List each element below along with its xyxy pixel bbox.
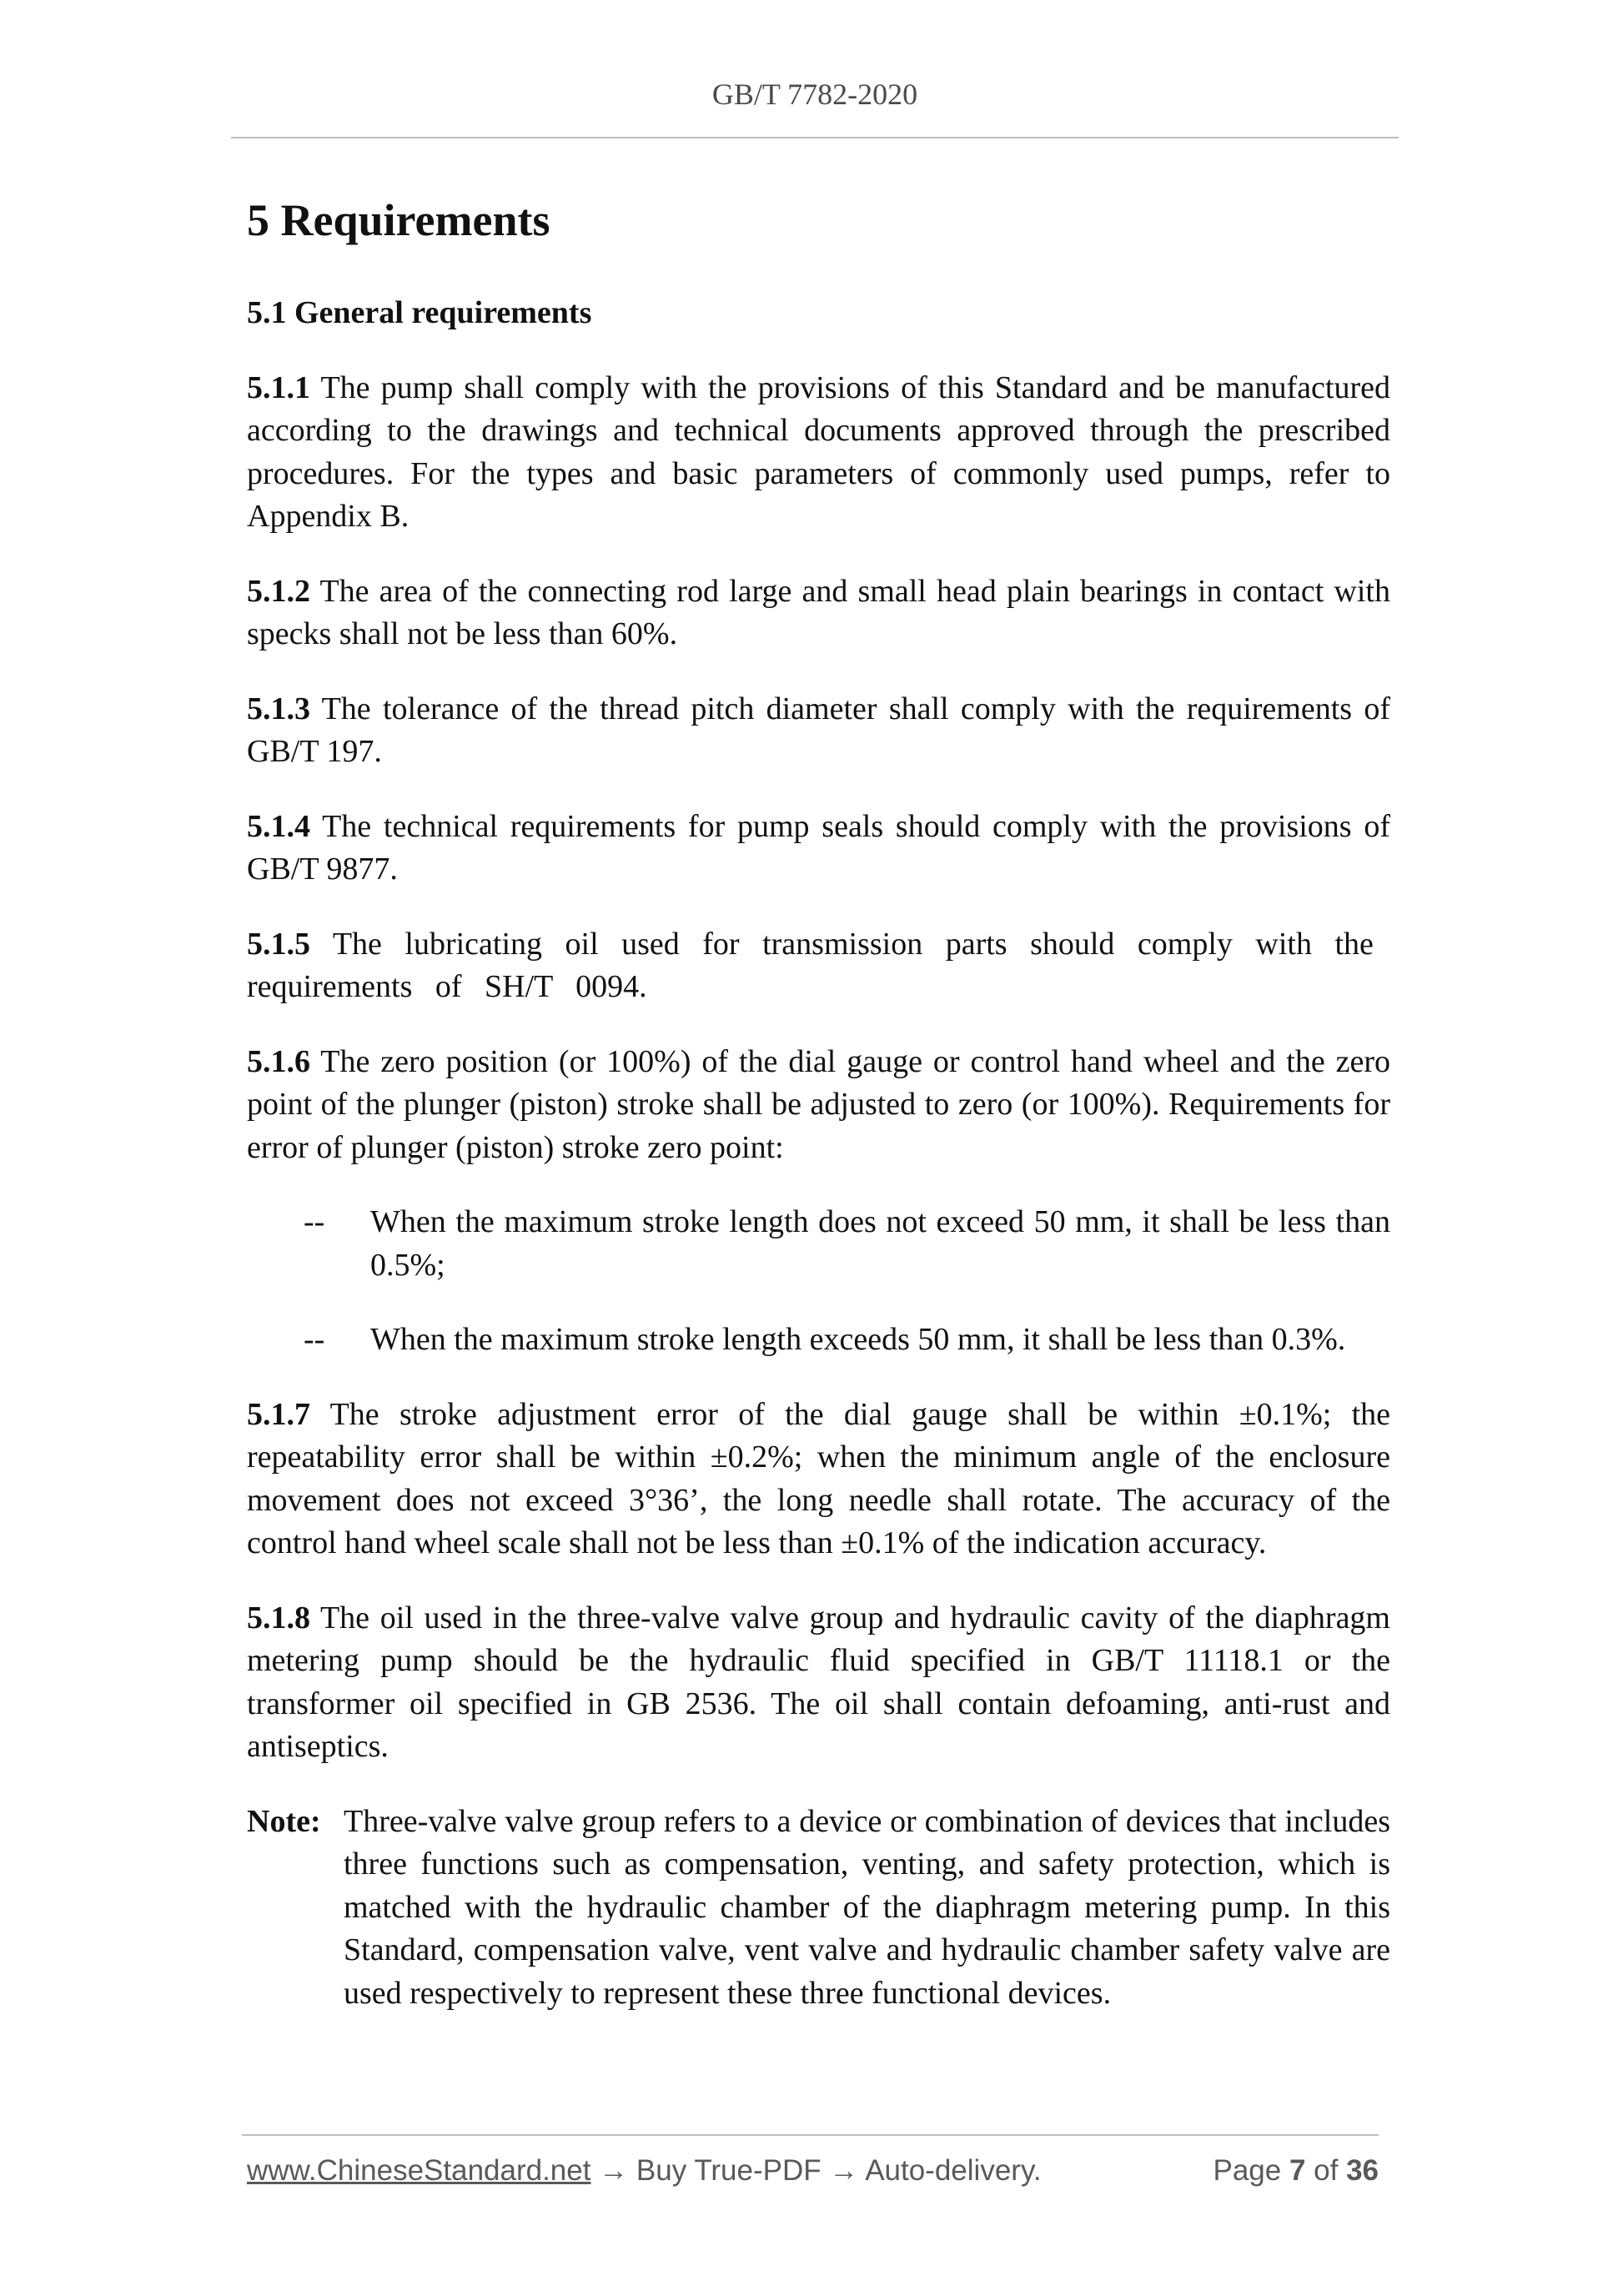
page-body <box>247 183 1390 2015</box>
clause-number: 5.1.5 <box>247 926 310 962</box>
list-item <box>247 1319 1390 1362</box>
note-label: Note: <box>247 1803 321 1839</box>
clause-5-1-3 <box>247 688 1390 774</box>
site-link[interactable]: www.ChineseStandard.net <box>247 2154 591 2187</box>
buy-text: Buy True-PDF <box>636 2154 822 2187</box>
subsection-heading: 5.1 General requirements <box>247 295 592 330</box>
clause-number: 5.1.2 <box>247 573 310 609</box>
clause-text: The zero position (or 100%) of the dial gauge or control hand wheel and the zero point of the plunger (piston) stroke shall be adjusted to zero (or 100%). Requirements for error of plunger (piston) stroke zero point: <box>247 1043 1390 1165</box>
page-footer <box>247 2154 1379 2196</box>
clause-5-1-6 <box>247 1041 1390 1170</box>
page-number <box>1213 2154 1379 2188</box>
clause-5-1-2 <box>247 570 1390 656</box>
page-word: Page <box>1213 2154 1289 2187</box>
current-page: 7 <box>1289 2154 1306 2187</box>
total-pages: 36 <box>1346 2154 1379 2187</box>
clause-text: The tolerance of the thread pitch diameter shall comply with the requirements of GB/T 197. <box>247 691 1390 769</box>
of-word: of <box>1305 2154 1347 2187</box>
clause-text: The pump shall comply with the provisions of this Standard and be manufactured according to the drawings and technical documents approved through the prescribed procedures. For the types and basic parameters of commonly used pumps, refer to Appendix B. <box>247 369 1390 534</box>
footer-divider <box>242 2134 1379 2136</box>
list-item-text: When the maximum stroke length exceeds 50 mm, it shall be less than 0.3%. <box>370 1322 1346 1357</box>
clause-text: The stroke adjustment error of the dial gauge shall be within ±0.1%; the repeatability error shall be within ±0.2%; when the minimum angle of the enclosure movement does not exceed 3°36’, the long needle shall rotate. The accuracy of the control hand wheel scale shall not be less than ±0.1% of the indication accuracy. <box>247 1396 1390 1560</box>
running-header: GB/T 7782-2020 <box>711 78 918 111</box>
clause-5-1-8 <box>247 1597 1390 1769</box>
arrow-icon: → <box>821 2154 866 2187</box>
clause-number: 5.1.1 <box>247 369 310 405</box>
clause-5-1-7 <box>247 1394 1390 1565</box>
clause-number: 5.1.7 <box>247 1396 310 1432</box>
clause-number: 5.1.3 <box>247 691 310 726</box>
clause-5-1-5 <box>247 923 1390 1009</box>
delivery-text: Auto-delivery. <box>865 2154 1042 2187</box>
list-dash: -- <box>304 1204 325 1239</box>
note-block <box>247 1801 1390 2016</box>
clause-5-1-4 <box>247 806 1390 892</box>
clause-number: 5.1.4 <box>247 808 310 844</box>
clause-text: The oil used in the three-valve valve group and hydraulic cavity of the diaphragm metering pump should be the hydraulic fluid specified in GB/T 11118.1 or the transformer oil specified in GB 2536. The oil shall contain defoaming, anti-rust and antiseptics. <box>247 1600 1390 1764</box>
clause-5-1-1 <box>247 367 1390 539</box>
list-item-text: When the maximum stroke length does not exceed 50 mm, it shall be less than 0.5%; <box>370 1204 1390 1283</box>
list-dash: -- <box>304 1322 325 1357</box>
clause-text: The lubricating oil used for transmission parts should comply with the requirements of SH/T 0094. <box>247 926 1374 1004</box>
list-item <box>247 1201 1390 1287</box>
arrow-icon: → <box>590 2154 636 2187</box>
section-heading: 5 Requirements <box>247 195 550 245</box>
clause-number: 5.1.6 <box>247 1043 310 1079</box>
clause-text: The technical requirements for pump seals should comply with the provisions of GB/T 9877. <box>247 808 1390 887</box>
clause-text: The area of the connecting rod large and small head plain bearings in contact with specks shall not be less than 60%. <box>247 573 1390 651</box>
header-divider <box>231 137 1399 138</box>
footer-promo <box>247 2154 1042 2188</box>
clause-number: 5.1.8 <box>247 1600 310 1635</box>
note-text: Three-valve valve group refers to a device or combination of devices that includes three functions such as compensation, venting, and safety protection, which is matched with the hydraulic chamber of the diaphragm metering pump. In this Standard, compensation valve, vent valve and hydraulic chamber safety valve are used respectively to represent these three functional devices. <box>344 1803 1390 2011</box>
